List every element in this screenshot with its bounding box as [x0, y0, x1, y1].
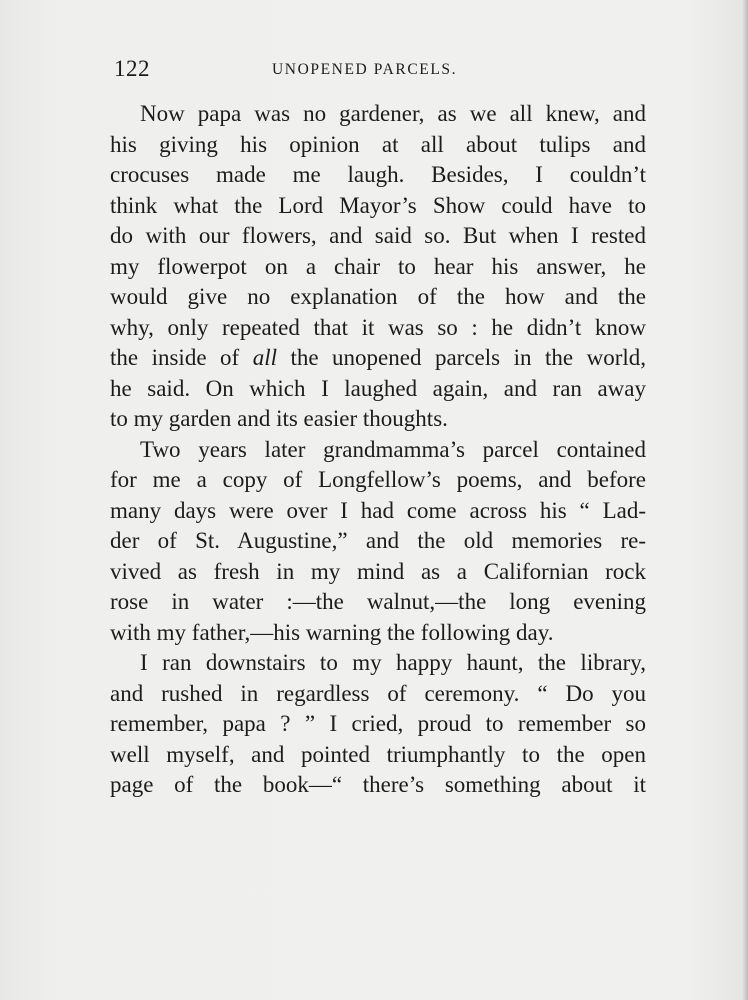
text-line: crocuses made me laugh. Besides, I couldn’t — [110, 162, 646, 187]
text-line: remember, papa ? ” I cried, proud to remember so — [110, 711, 646, 736]
text-line: der of St. Augustine,” and the old memories re- — [110, 528, 646, 553]
text-line: I ran downstairs to my happy haunt, the library, — [140, 650, 646, 675]
page-number: 122 — [114, 56, 150, 81]
text-line: think what the Lord Mayor’s Show could have to — [110, 192, 646, 218]
text-line: my flowerpot on a chair to hear his answer, he — [110, 253, 646, 279]
emphasized-word: all — [252, 345, 277, 370]
text-line: for me a copy of Longfellow’s poems, and before — [110, 467, 646, 492]
text-line: well myself, and pointed triumphantly to the open — [110, 741, 646, 767]
text-line: why, only repeated that it was so : he didn’t know — [110, 314, 646, 340]
text-line: rose in water :—the walnut,—the long evening — [110, 589, 646, 614]
text-line: vived as fresh in my mind as a Californian rock — [110, 558, 646, 584]
paragraph-1 — [110, 99, 646, 435]
running-title: UNOPENED PARCELS. — [272, 61, 458, 78]
text-line: with my father,—his warning the following day. — [110, 619, 554, 645]
text-line: Now papa was no gardener, as we all knew, and — [140, 101, 646, 126]
text-line: do with our flowers, and said so. But when I rested — [110, 223, 646, 248]
text-line: would give no explanation of the how and the — [110, 284, 646, 309]
text-line: the inside of all the unopened parcels in the world, — [110, 345, 646, 370]
paragraph-3 — [110, 648, 646, 801]
text-line: page of the book—“ there’s something about it — [110, 772, 646, 797]
paragraph-2 — [110, 435, 646, 649]
page-edge-shadow — [742, 0, 748, 1000]
text-line: many days were over I had come across his “ Lad- — [110, 497, 646, 523]
text-line: to my garden and its easier thoughts. — [110, 406, 448, 431]
text-line: Two years later grandmamma’s parcel contained — [140, 436, 646, 462]
text-line: his giving his opinion at all about tulips and — [110, 131, 646, 157]
body-text — [110, 99, 646, 801]
page-header — [110, 54, 650, 86]
text-line: he said. On which I laughed again, and ran away — [110, 375, 646, 401]
text-line: and rushed in regardless of ceremony. “ Do you — [110, 680, 646, 706]
